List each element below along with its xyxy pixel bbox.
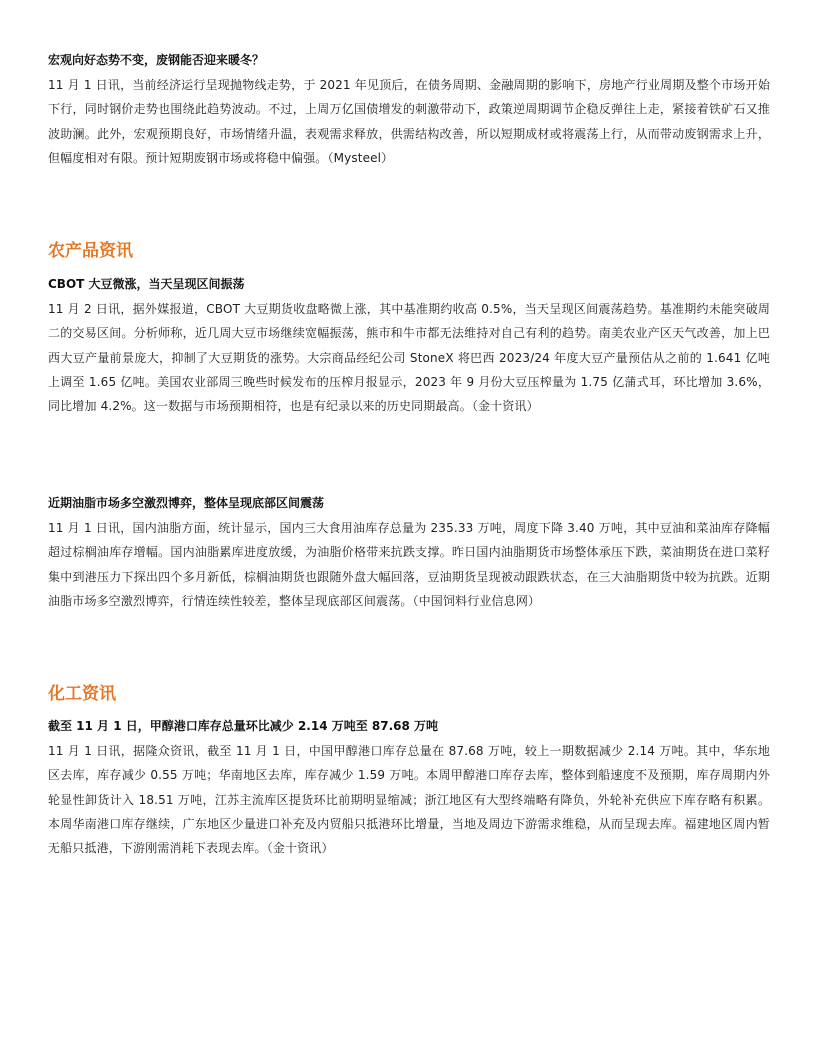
article-body: 11 月 1 日讯，国内油脂方面，统计显示，国内三大食用油库存总量为 235.33 万吨，周度下降 3.40 万吨，其中豆油和菜油库存降幅超过棕榈油库存增幅。国内油脂累库进度放缓，为油脂价格带来抗跌支撑。昨日国内油脂期货市场整体承压下跌，菜油期货在进口菜籽集中到港压力下探出四个多月新低，棕榈油期货也跟随外盘大幅回落，豆油期货呈现被动跟跌状态，在三大油脂期货中较为抗跌。近期油脂市场多空激烈博弈，行情连续性较差，整体呈现底部区间震荡。（中国饲料行业信息网） — [48, 521, 770, 608]
section-chem — [48, 683, 770, 705]
article-body: 11 月 1 日讯，据隆众资讯，截至 11 月 1 日，中国甲醇港口库存总量在 87.68 万吨，较上一期数据减少 2.14 万吨。其中，华东地区去库，库存减少 0.55 万吨；华南地区去库，库存减少 1.59 万吨。本周甲醇港口库存去库，整体到船速度不及预期，库存周期内外轮显性卸货计入 18.51 万吨，江苏主流库区提货环比前期明显缩减；浙江地区有大型终端略有降负，外轮补充供应下库存略有积累。本周华南港口库存继续，广东地区少量进口补充及内贸船只抵港环比增量，当地及周边下游需求维稳，从而呈现去库。福建地区周内暂无船只抵港，下游刚需消耗下表现去库。（金十资讯） — [48, 744, 770, 856]
article-methanol — [48, 718, 770, 860]
article-macro — [48, 52, 770, 170]
article-title: 近期油脂市场多空激烈博弈，整体呈现底部区间震荡 — [48, 496, 325, 510]
article-body: 11 月 1 日讯，当前经济运行呈现抛物线走势，于 2021 年见顶后，在债务周期、金融周期的影响下，房地产行业周期及整个市场开始下行，同时钢价走势也围绕此趋势波动。不过，上周万亿国债增发的刺激带动下，政策逆周期调节企稳反弹往上走，紧接着铁矿石又推波助澜。此外，宏观预期良好，市场情绪升温，表观需求释放，供需结构改善，所以短期成材或将震荡上行，从而带动废钢需求上升，但幅度相对有限。预计短期废钢市场或将稳中偏强。（Mysteel） — [48, 78, 770, 165]
article-oil — [48, 495, 770, 613]
section-heading: 农产品资讯 — [48, 241, 133, 261]
article-title: 截至 11 月 1 日，甲醇港口库存总量环比减少 2.14 万吨至 87.68 万吨 — [48, 719, 439, 733]
article-title: CBOT 大豆微涨，当天呈现区间振荡 — [48, 277, 245, 291]
section-agri — [48, 240, 770, 262]
article-title: 宏观向好态势不变，废钢能否迎来暖冬？ — [48, 53, 265, 67]
article-body: 11 月 2 日讯，据外媒报道，CBOT 大豆期货收盘略微上涨，其中基准期约收高 0.5%，当天呈现区间震荡趋势。基准期约未能突破周二的交易区间。分析师称，近几周大豆市场继续宽幅振荡，熊市和牛市都无法维持对自己有利的趋势。南美农业产区天气改善，加上巴西大豆产量前景庞大，抑制了大豆期货的涨势。大宗商品经纪公司 StoneX 将巴西 2023/24 年度大豆产量预估从之前的 1.641 亿吨上调至 1.65 亿吨。美国农业部周三晚些时候发布的压榨月报显示，2023 年 9 月份大豆压榨量为 1.75 亿蒲式耳，环比增加 3.6%，同比增加 4.2%。这一数据与市场预期相符，也是有纪录以来的历史同期最高。（金十资讯） — [48, 302, 770, 414]
section-heading: 化工资讯 — [48, 684, 116, 704]
article-soy — [48, 276, 770, 418]
